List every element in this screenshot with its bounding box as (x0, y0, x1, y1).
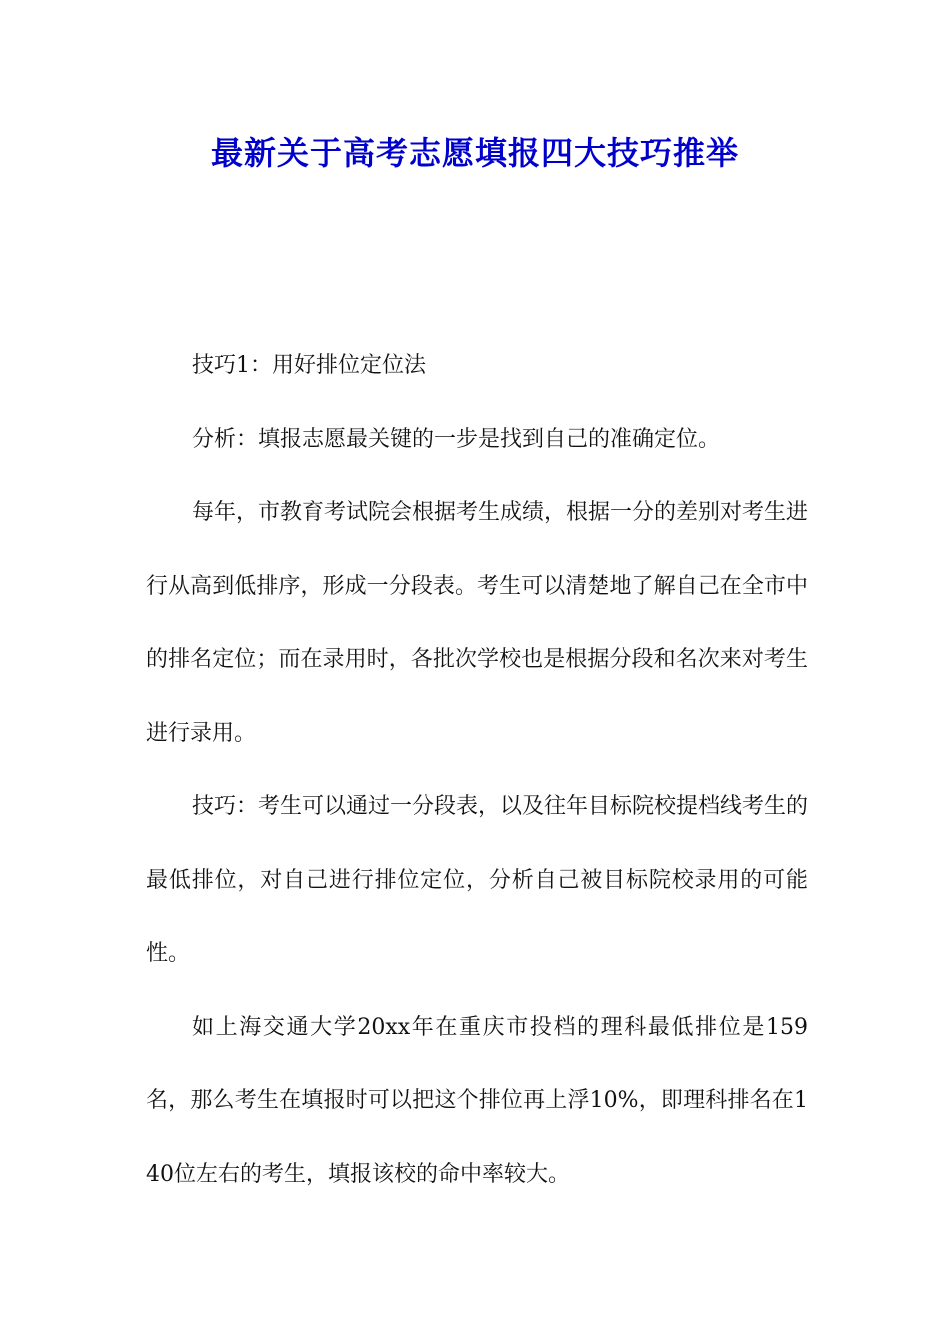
paragraph-analysis: 分析：填报志愿最关键的一步是找到自己的准确定位。 (192, 426, 721, 452)
paragraph-example: 如上海交通大学20xx年在重庆市投档的理科最低排位是159名，那么考生在填报时可以把这个排位再上浮10%，即理科排名在140位左右的考生，填报该校的命中率较大。 (146, 1014, 808, 1187)
paragraph-technique: 技巧：考生可以通过一分段表，以及往年目标院校提档线考生的最低排位，对自己进行排位定位，分析自己被目标院校录用的可能性。 (146, 794, 809, 966)
paragraph-ranking: 每年，市教育考试院会根据考生成绩，根据一分的差别对考生进行从高到低排序，形成一分段表。考生可以清楚地了解自己在全市中的排名定位；而在录用时，各批次学校也是根据分段和名次来对考生进行录用。 (146, 500, 809, 746)
document-title: 最新关于高考志愿填报四大技巧推举 (210, 134, 739, 172)
paragraph-tip1-heading: 技巧1：用好排位定位法 (192, 353, 426, 378)
document-body (146, 329, 808, 1211)
